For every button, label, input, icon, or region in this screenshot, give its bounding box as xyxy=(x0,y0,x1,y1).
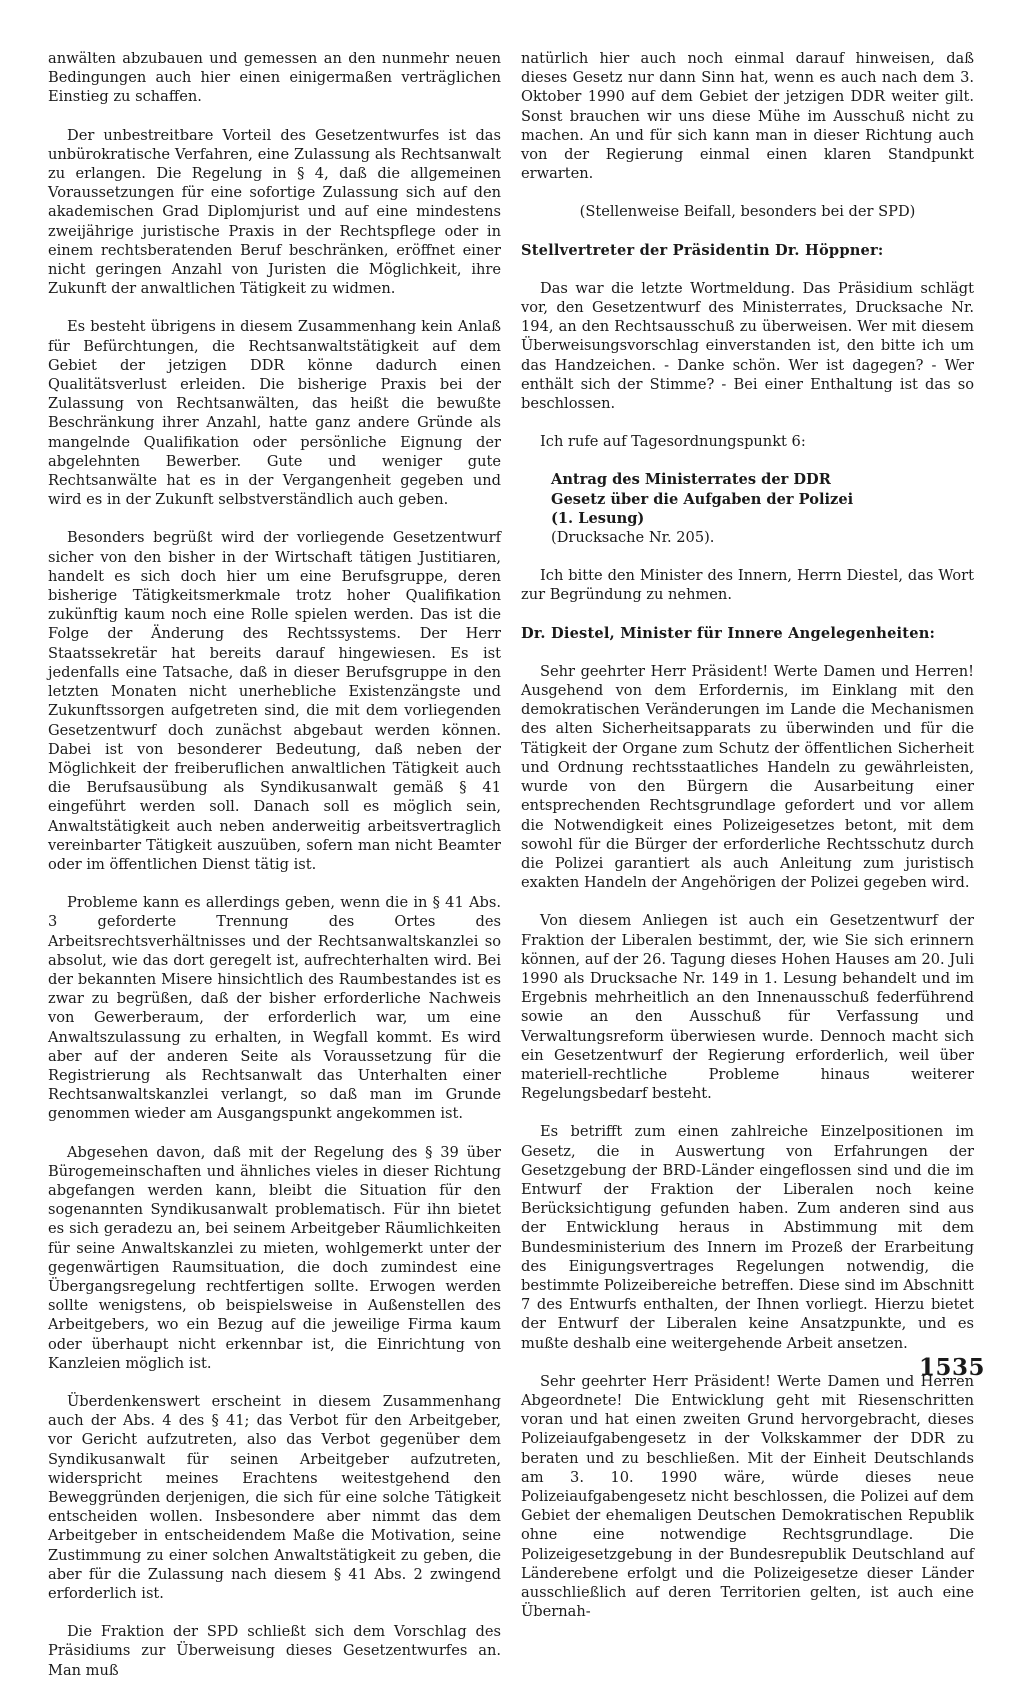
paragraph: Ich bitte den Minister des Innern, Herrn Diestel, das Wort zur Begründung zu nehmen. xyxy=(521,567,974,604)
left-column xyxy=(48,49,501,1699)
agenda-subtitle: Gesetz über die Aufgaben der Polizei xyxy=(551,490,854,508)
paragraph: Das war die letzte Wortmeldung. Das Präsidium schlägt vor, den Gesetzentwurf des Ministerrates, Drucksache Nr. 194, an den Rechtsausschuß zu überweisen. Wer mit diesem Überweisungsvorschlag einverstanden ist, den bitte ich um das Handzeichen. - Danke schön. Wer ist dagegen? - Wer enthält sich der Stimme? - Bei einer Enthaltung ist das so beschlossen. xyxy=(521,279,974,413)
paragraph: Es betrifft zum einen zahlreiche Einzelpositionen im Gesetz, die in Auswertung von Erfahrungen der Gesetzgebung der BRD-Länder eingeflossen sind und die im Entwurf der Fraktion der Liberalen noch keine Berücksichtigung gefunden haben. Zum anderen sind aus der Entwicklung heraus in Abstimmung mit dem Bundesministerium des Innern im Prozeß der Erarbeitung des Einigungsvertrages Regelungen notwendig, die bestimmte Polizeibereiche betreffen. Diese sind im Abschnitt 7 des Entwurfs enthalten, der Ihnen vorliegt. Hierzu bietet der Entwurf der Liberalen keine Ansatzpunkte, und es mußte deshalb eine weitergehende Arbeit ansetzen. xyxy=(521,1123,974,1352)
paragraph: Es besteht übrigens in diesem Zusammenhang kein Anlaß für Befürchtungen, die Rechtsanwaltstätigkeit auf dem Gebiet der jetzigen DDR könne dadurch einen Qualitätsverlust erleiden. Die bisherige Praxis bei der Zulassung von Rechtsanwälten, das heißt die bewußte Beschränkung ihrer Anzahl, hatte ganz andere Gründe als mangelnde Qualifikation oder persönliche Eignung der abgelehnten Bewerber. Gute und weniger gute Rechtsanwälte hat es in der Vergangenheit gegeben und wird es in der Zukunft selbstverständlich auch geben. xyxy=(48,318,501,509)
page-number: 1535 xyxy=(919,1354,986,1381)
paragraph: Ich rufe auf Tagesordnungspunkt 6: xyxy=(540,433,806,451)
agenda-document-ref: (Drucksache Nr. 205). xyxy=(551,529,715,547)
paragraph: Probleme kann es allerdings geben, wenn die in § 41 Abs. 3 geforderte Trennung des Ortes des Arbeitsrechtsverhältnisses und der Rechtsanwaltskanzlei so absolut, wie das dort geregelt ist, aufrechterhalten wird. Bei der bekannten Misere hinsichtlich des Raumbestandes ist es zwar zu begrüßen, daß der bisher erforderliche Nachweis von Gewerberaum, der erforderlich war, um eine Anwaltszulassung zu erhalten, in Wegfall kommt. Es wird aber auf der anderen Seite als Voraussetzung für die Registrierung als Rechtsanwalt das Unterhalten einer Rechtsanwaltskanzlei verlangt, so daß man im Grunde genommen wieder am Ausgangspunkt angekommen ist. xyxy=(48,894,501,1123)
speaker-heading: Dr. Diestel, Minister für Innere Angelegenheiten: xyxy=(521,624,936,642)
speaker-heading: Stellvertreter der Präsidentin Dr. Höppner: xyxy=(521,241,884,259)
paragraph: Sehr geehrter Herr Präsident! Werte Damen und Herren Abgeordnete! Die Entwicklung geht mit Riesenschritten voran und hat einen zweiten Grund hervorgebracht, dieses Polizeiaufgabengesetz in der Volkskammer der DDR zu beraten und zu beschließen. Mit der Einheit Deutschlands am 3. 10. 1990 wäre, würde dieses neue Polizeiaufgabengesetz nicht beschlossen, die Polizei auf dem Gebiet der ehemaligen Deutschen Demokratischen Republik ohne eine notwendige Rechtsgrundlage. Die Polizeigesetzgebung in der Bundesrepublik Deutschland auf Länderebene erfolgt und die Polizeigesetze dieser Länder ausschließlich auf deren Territorien gelten, ist auch eine Übernah- xyxy=(521,1372,974,1621)
right-column xyxy=(521,49,974,1640)
paragraph: Von diesem Anliegen ist auch ein Gesetzentwurf der Fraktion der Liberalen bestimmt, der, wie Sie sich erinnern können, auf der 26. Tagung dieses Hohen Hauses am 20. Juli 1990 als Drucksache Nr. 149 in 1. Lesung behandelt und im Ergebnis mehrheitlich an den Innenausschuß federführend sowie an den Ausschuß für Verfassung und Verwaltungsreform überwiesen wurde. Dennoch macht sich ein Gesetzentwurf der Regierung erforderlich, weil über materiell-rechtliche Probleme hinaus weiterer Regelungsbedarf besteht. xyxy=(521,912,974,1103)
paragraph: Die Fraktion der SPD schließt sich dem Vorschlag des Präsidiums zur Überweisung dieses Gesetzentwurfes an. Man muß xyxy=(48,1623,501,1679)
agenda-item xyxy=(551,470,974,547)
agenda-reading: (1. Lesung) xyxy=(551,509,645,527)
paragraph: natürlich hier auch noch einmal darauf hinweisen, daß dieses Gesetz nur dann Sinn hat, wenn es auch nach dem 3. Oktober 1990 auf dem Gebiet der jetzigen DDR weiter gilt. Sonst brauchen wir uns diese Mühe im Ausschuß nicht zu machen. An und für sich kann man in dieser Richtung auch von der Regierung einmal einen klaren Standpunkt erwarten. xyxy=(521,50,974,183)
paragraph: Überdenkenswert erscheint in diesem Zusammenhang auch der Abs. 4 des § 41; das Verbot für den Arbeitgeber, vor Gericht aufzutreten, also das Verbot gegenüber dem Syndikusanwalt für seinen Arbeitgeber aufzutreten, widerspricht meines Erachtens weitestgehend den Beweggründen derjenigen, die sich für eine solche Tätigkeit entscheiden wollen. Insbesondere aber nimmt das dem Arbeitgeber in entscheidendem Maße die Motivation, seine Zustimmung zu einer solchen Anwaltstätigkeit zu geben, die aber für die Zulassung nach diesem § 41 Abs. 2 zwingend erforderlich ist. xyxy=(48,1393,501,1603)
applause-note: (Stellenweise Beifall, besonders bei der SPD) xyxy=(579,203,916,221)
paragraph: Der unbestreitbare Vorteil des Gesetzentwurfes ist das unbürokratische Verfahren, eine Zulassung als Rechtsanwalt zu erlangen. Die Regelung in § 4, daß die allgemeinen Voraussetzungen für eine sofortige Zulassung sich auf den akademischen Grad Diplomjurist und auf eine mindestens zweijährige juristische Praxis in der Rechtspflege oder in einem rechtsberatenden Beruf beschränken, eröffnet einer nicht geringen Anzahl von Juristen die Möglichkeit, ihre Zukunft der anwaltlichen Tätigkeit zu widmen. xyxy=(48,126,501,298)
paragraph: Sehr geehrter Herr Präsident! Werte Damen und Herren! Ausgehend von dem Erfordernis, im Einklang mit den demokratischen Veränderungen im Lande die Mechanismen des alten Sicherheitsapparats zu überwinden und für die Tätigkeit der Organe zum Schutz der öffentlichen Sicherheit und Ordnung rechtsstaatliches Handeln zu gewährleisten, wurde von den Bürgern die Ausarbeitung einer entsprechenden Rechtsgrundlage gefordert und vor allem die Notwendigkeit eines Polizeigesetzes betont, mit dem sowohl für die Bürger der erforderliche Rechtsschutz durch die Polizei garantiert als auch Anleitung zum juristisch exakten Handeln der Angehörigen der Polizei gegeben wird. xyxy=(521,662,974,892)
paragraph: Abgesehen davon, daß mit der Regelung des § 39 über Bürogemeinschaften und ähnliches vieles in dieser Richtung abgefangen werden kann, bleibt die Situation für den sogenannten Syndikusanwalt problematisch. Für ihn bietet es sich geradezu an, bei seinem Arbeitgeber Räumlichkeiten für seine Anwaltskanzlei zu mieten, wohlgemerkt unter der gegenwärtigen Raumsituation, die doch zumindest eine Übergangsregelung rechtfertigen sollte. Erwogen werden sollte wenigstens, ob beispielsweise in Außenstellen des Arbeitgebers, wo ein Bezug auf die jeweilige Firma kaum oder überhaupt nicht erkennbar ist, die Einrichtung von Kanzleien möglich ist. xyxy=(48,1143,501,1372)
paragraph: anwälten abzubauen und gemessen an den nunmehr neuen Bedingungen auch hier einen einigermaßen verträglichen Einstieg zu schaffen. xyxy=(48,50,501,106)
paragraph: Besonders begrüßt wird der vorliegende Gesetzentwurf sicher von den bisher in der Wirtschaft tätigen Justitiaren, handelt es sich doch hier um eine Berufsgruppe, deren bisherige Tätigkeitsmerkmale trotz hoher Qualifikation zukünftig kaum noch eine Rolle spielen werden. Das ist die Folge der Änderung des Rechtssystems. Der Herr Staatssekretär hat bereits darauf hingewiesen. Es ist jedenfalls eine Tatsache, daß in dieser Berufsgruppe in den letzten Monaten nicht unerhebliche Existenzängste und Zukunftssorgen aufgetreten sind, die mit dem vorliegenden Gesetzentwurf doch zunächst abgebaut werden können. Dabei ist von besonderer Bedeutung, daß neben der Möglichkeit der freiberuflichen anwaltlichen Tätigkeit auch die Berufsausübung als Syndikusanwalt gemäß § 41 eingeführt werden soll. Danach soll es möglich sein, Anwaltstätigkeit auch neben anderweitig arbeitsvertraglich vereinbarter Tätigkeit auszuüben, sofern man nicht Beamter oder im öffentlichen Dienst tätig ist. xyxy=(48,529,501,873)
agenda-title: Antrag des Ministerrates der DDR xyxy=(551,471,831,489)
